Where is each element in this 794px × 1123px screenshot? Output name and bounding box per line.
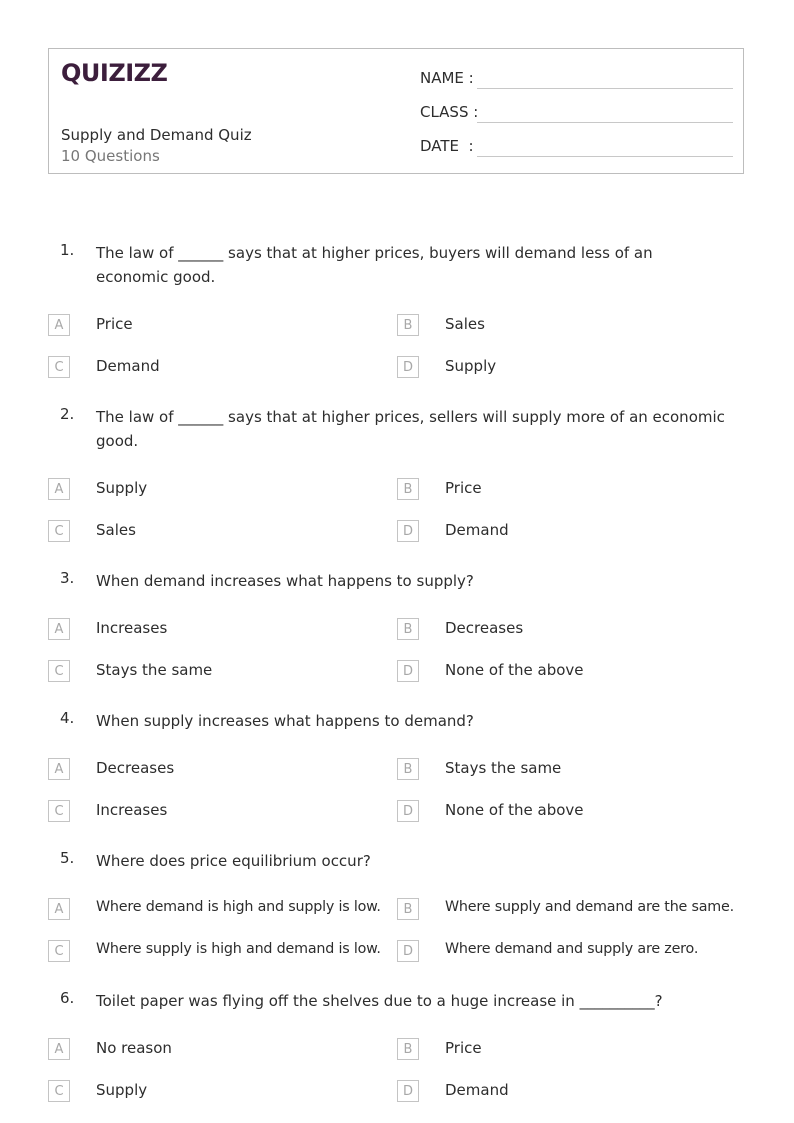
question-number: 6. (60, 989, 75, 1007)
question-text: When supply increases what happens to demand? (96, 712, 474, 730)
option-text: Price (445, 479, 482, 497)
date-label: DATE : (420, 137, 474, 155)
option-text: Supply (96, 1081, 148, 1099)
option-letter-box: A (48, 758, 70, 780)
option-letter-box: A (48, 314, 70, 336)
option-letter-box: A (48, 1038, 70, 1060)
option-text: Stays the same (96, 661, 213, 679)
quizizz-logo: QUIZIZZ (61, 59, 168, 87)
option-letter-box: D (397, 800, 419, 822)
option-text: Increases (96, 619, 168, 637)
option-text: None of the above (445, 801, 584, 819)
question-number: 4. (60, 709, 75, 727)
question-count: 10 Questions (61, 147, 160, 165)
question-number: 2. (60, 405, 75, 423)
option-letter-box: C (48, 940, 70, 962)
class-line[interactable] (477, 122, 733, 123)
name-line[interactable] (477, 88, 733, 89)
option-letter-box: D (397, 1080, 419, 1102)
option-text: Demand (445, 521, 509, 539)
option-text: Stays the same (445, 759, 562, 777)
option-letter-box: A (48, 478, 70, 500)
option-text: Increases (96, 801, 168, 819)
class-field[interactable] (420, 101, 733, 123)
option-letter-box: B (397, 1038, 419, 1060)
question-text: The law of ______ says that at higher prices, buyers will demand less of an economic good. (96, 244, 653, 286)
date-field[interactable] (420, 135, 733, 157)
quiz-title: Supply and Demand Quiz (61, 126, 252, 144)
question-text: When demand increases what happens to supply? (96, 572, 474, 590)
option-letter-box: D (397, 356, 419, 378)
option-letter-box: B (397, 478, 419, 500)
option-letter-box: D (397, 520, 419, 542)
option-text: Supply (445, 357, 497, 375)
option-letter-box: A (48, 898, 70, 920)
option-text: Price (96, 315, 133, 333)
name-label: NAME : (420, 69, 474, 87)
option-letter-box: C (48, 660, 70, 682)
option-letter-box: C (48, 1080, 70, 1102)
option-text: Where supply is high and demand is low. (96, 941, 381, 957)
question-number: 5. (60, 849, 75, 867)
option-text: Sales (96, 521, 136, 539)
question-text: The law of ______ says that at higher prices, sellers will supply more of an economic good. (96, 408, 725, 450)
option-text: Decreases (96, 759, 175, 777)
option-letter-box: C (48, 356, 70, 378)
option-letter-box: B (397, 758, 419, 780)
option-letter-box: B (397, 898, 419, 920)
question-number: 3. (60, 569, 75, 587)
question-text: Toilet paper was flying off the shelves due to a huge increase in __________? (96, 992, 663, 1010)
date-line[interactable] (477, 156, 733, 157)
option-text: Where demand is high and supply is low. (96, 899, 381, 915)
option-text: Where supply and demand are the same. (445, 899, 734, 915)
option-text: No reason (96, 1039, 172, 1057)
option-letter-box: B (397, 618, 419, 640)
option-text: Where demand and supply are zero. (445, 941, 699, 957)
question-number: 1. (60, 241, 75, 259)
question-text: Where does price equilibrium occur? (96, 852, 371, 870)
option-text: Demand (96, 357, 160, 375)
class-label: CLASS : (420, 103, 479, 121)
worksheet-header (48, 48, 744, 174)
option-letter-box: C (48, 800, 70, 822)
option-text: None of the above (445, 661, 584, 679)
option-text: Supply (96, 479, 148, 497)
option-letter-box: D (397, 660, 419, 682)
option-text: Decreases (445, 619, 524, 637)
option-letter-box: B (397, 314, 419, 336)
name-field[interactable] (420, 67, 733, 89)
option-text: Demand (445, 1081, 509, 1099)
option-letter-box: C (48, 520, 70, 542)
option-text: Price (445, 1039, 482, 1057)
option-text: Sales (445, 315, 485, 333)
option-letter-box: D (397, 940, 419, 962)
option-letter-box: A (48, 618, 70, 640)
